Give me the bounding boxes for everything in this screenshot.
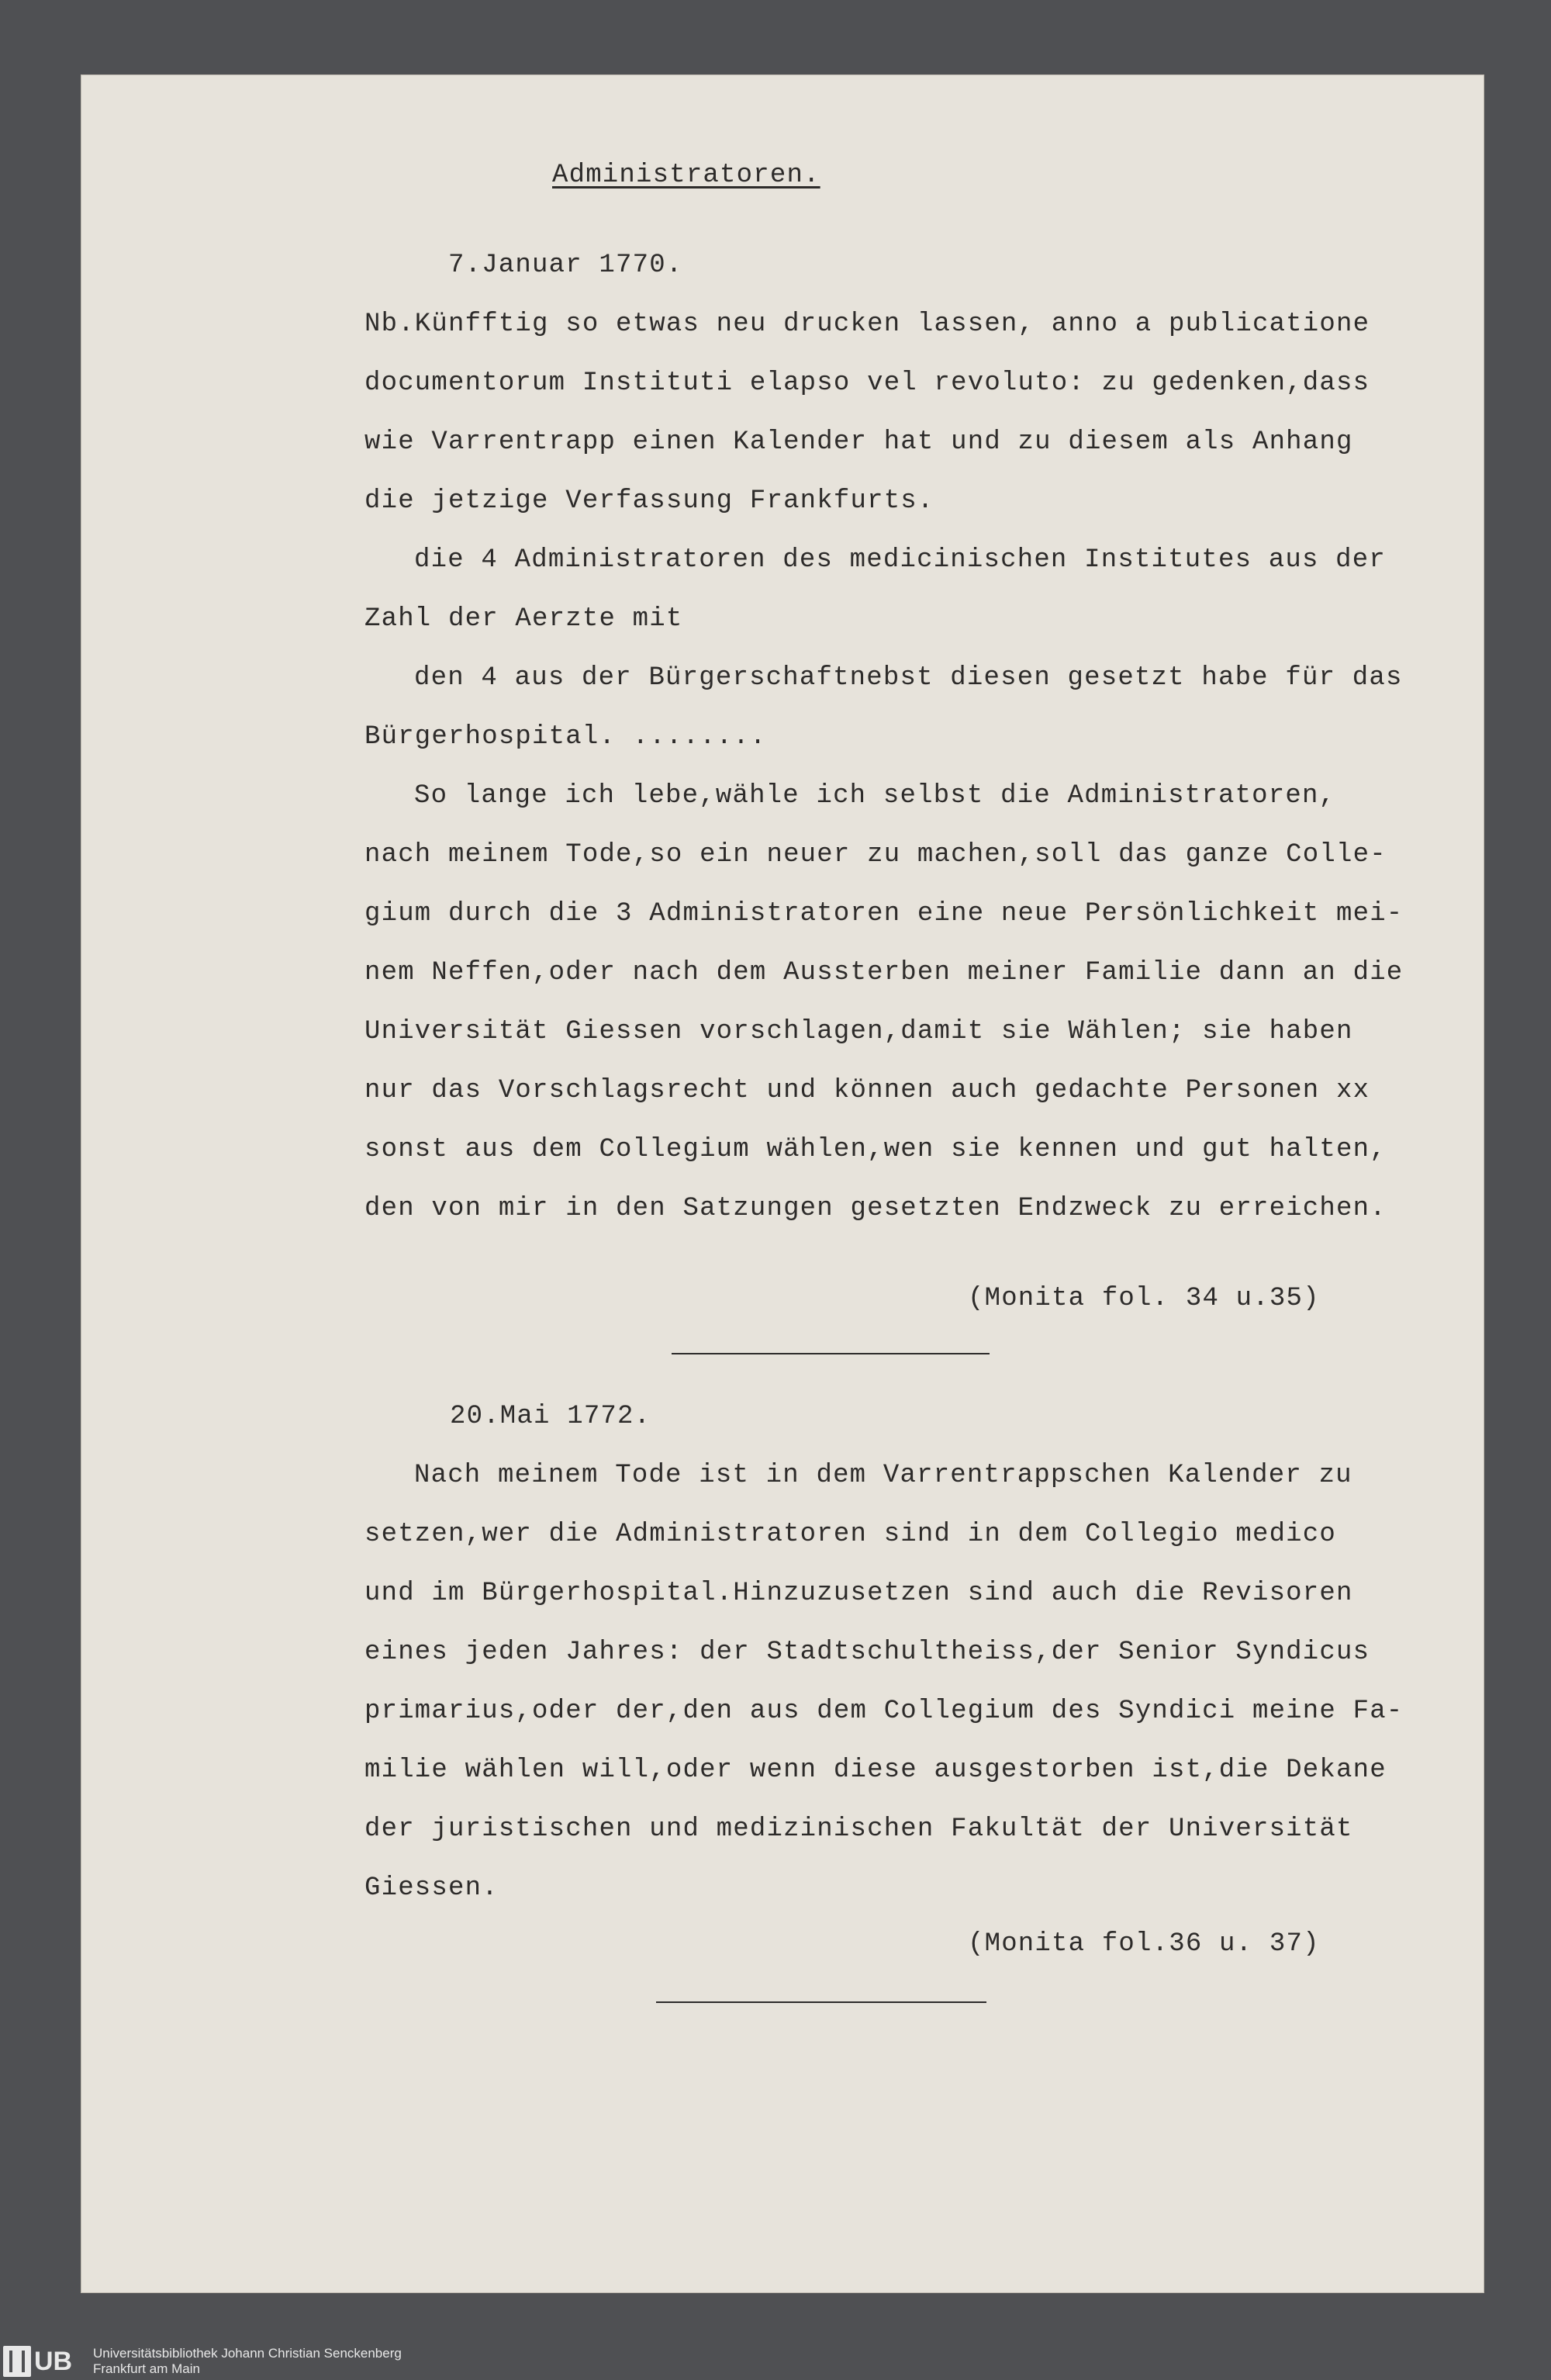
- typed-text: [81, 74, 1484, 2293]
- entry1-line-10: nach meinem Tode,so ein neuer zu machen,soll das ganze Colle-: [364, 840, 1387, 870]
- entry1-date: 7.Januar 1770.: [448, 251, 683, 280]
- entry1-line-1: Nb.Künfftig so etwas neu drucken lassen, anno a publicatione: [364, 310, 1370, 339]
- section-divider: [672, 1353, 990, 1354]
- entry2-line-1: Nach meinem Tode ist in dem Varrentrappschen Kalender zu: [414, 1461, 1352, 1490]
- library-name: Universitätsbibliothek Johann Christian Senckenberg: [93, 2346, 402, 2361]
- entry1-reference: (Monita fol. 34 u.35): [968, 1284, 1320, 1313]
- entry1-line-15: sonst aus dem Collegium wählen,wen sie kennen und gut halten,: [364, 1135, 1387, 1164]
- entry1-line-4: die jetzige Verfassung Frankfurts.: [364, 486, 934, 516]
- entry1-line-2: documentorum Instituti elapso vel revoluto: zu gedenken,dass: [364, 368, 1370, 398]
- document-page: [81, 74, 1484, 2293]
- entry1-line-5: die 4 Administratoren des medicinischen Institutes aus der: [414, 545, 1386, 575]
- entry2-line-4: eines jeden Jahres: der Stadtschultheiss,der Senior Syndicus: [364, 1638, 1370, 1667]
- entry2-reference: (Monita fol.36 u. 37): [968, 1929, 1320, 1959]
- library-city: Frankfurt am Main: [93, 2361, 200, 2376]
- entry2-line-8: Giessen.: [364, 1873, 499, 1903]
- library-logo-text: UB: [34, 2347, 73, 2376]
- entry1-line-7: den 4 aus der Bürgerschaftnebst diesen gesetzt habe für das: [414, 663, 1403, 693]
- library-footer: [0, 2341, 1551, 2380]
- entry1-line-13: Universität Giessen vorschlagen,damit sie Wählen; sie haben: [364, 1017, 1353, 1046]
- entry1-line-9: So lange ich lebe,wähle ich selbst die Administratoren,: [414, 781, 1336, 811]
- entry1-line-8: Bürgerhospital. ........: [364, 722, 767, 752]
- entry2-line-5: primarius,oder der,den aus dem Collegium des Syndici meine Fa-: [364, 1697, 1404, 1726]
- library-caption: [93, 2346, 402, 2377]
- entry1-line-6: Zahl der Aerzte mit: [364, 604, 683, 634]
- entry2-line-3: und im Bürgerhospital.Hinzuzusetzen sind auch die Revisoren: [364, 1579, 1353, 1608]
- entry1-line-14: nur das Vorschlagsrecht und können auch gedachte Personen xx: [364, 1076, 1370, 1105]
- entry1-line-11: gium durch die 3 Administratoren eine neue Persönlichkeit mei-: [364, 899, 1404, 929]
- entry1-line-16: den von mir in den Satzungen gesetzten Endzweck zu erreichen.: [364, 1194, 1387, 1223]
- library-logo-icon: [3, 2346, 31, 2377]
- entry2-line-7: der juristischen und medizinischen Fakultät der Universität: [364, 1814, 1353, 1844]
- entry1-line-12: nem Neffen,oder nach dem Aussterben meiner Familie dann an die: [364, 958, 1404, 988]
- entry1-line-3: wie Varrentrapp einen Kalender hat und zu diesem als Anhang: [364, 427, 1353, 457]
- document-title: Administratoren.: [552, 161, 820, 190]
- entry2-line-6: milie wählen will,oder wenn diese ausgestorben ist,die Dekane: [364, 1756, 1387, 1785]
- closing-divider: [656, 2001, 986, 2003]
- entry2-line-2: setzen,wer die Administratoren sind in dem Collegio medico: [364, 1520, 1336, 1549]
- entry2-date: 20.Mai 1772.: [450, 1402, 651, 1431]
- library-logo: [3, 2344, 72, 2378]
